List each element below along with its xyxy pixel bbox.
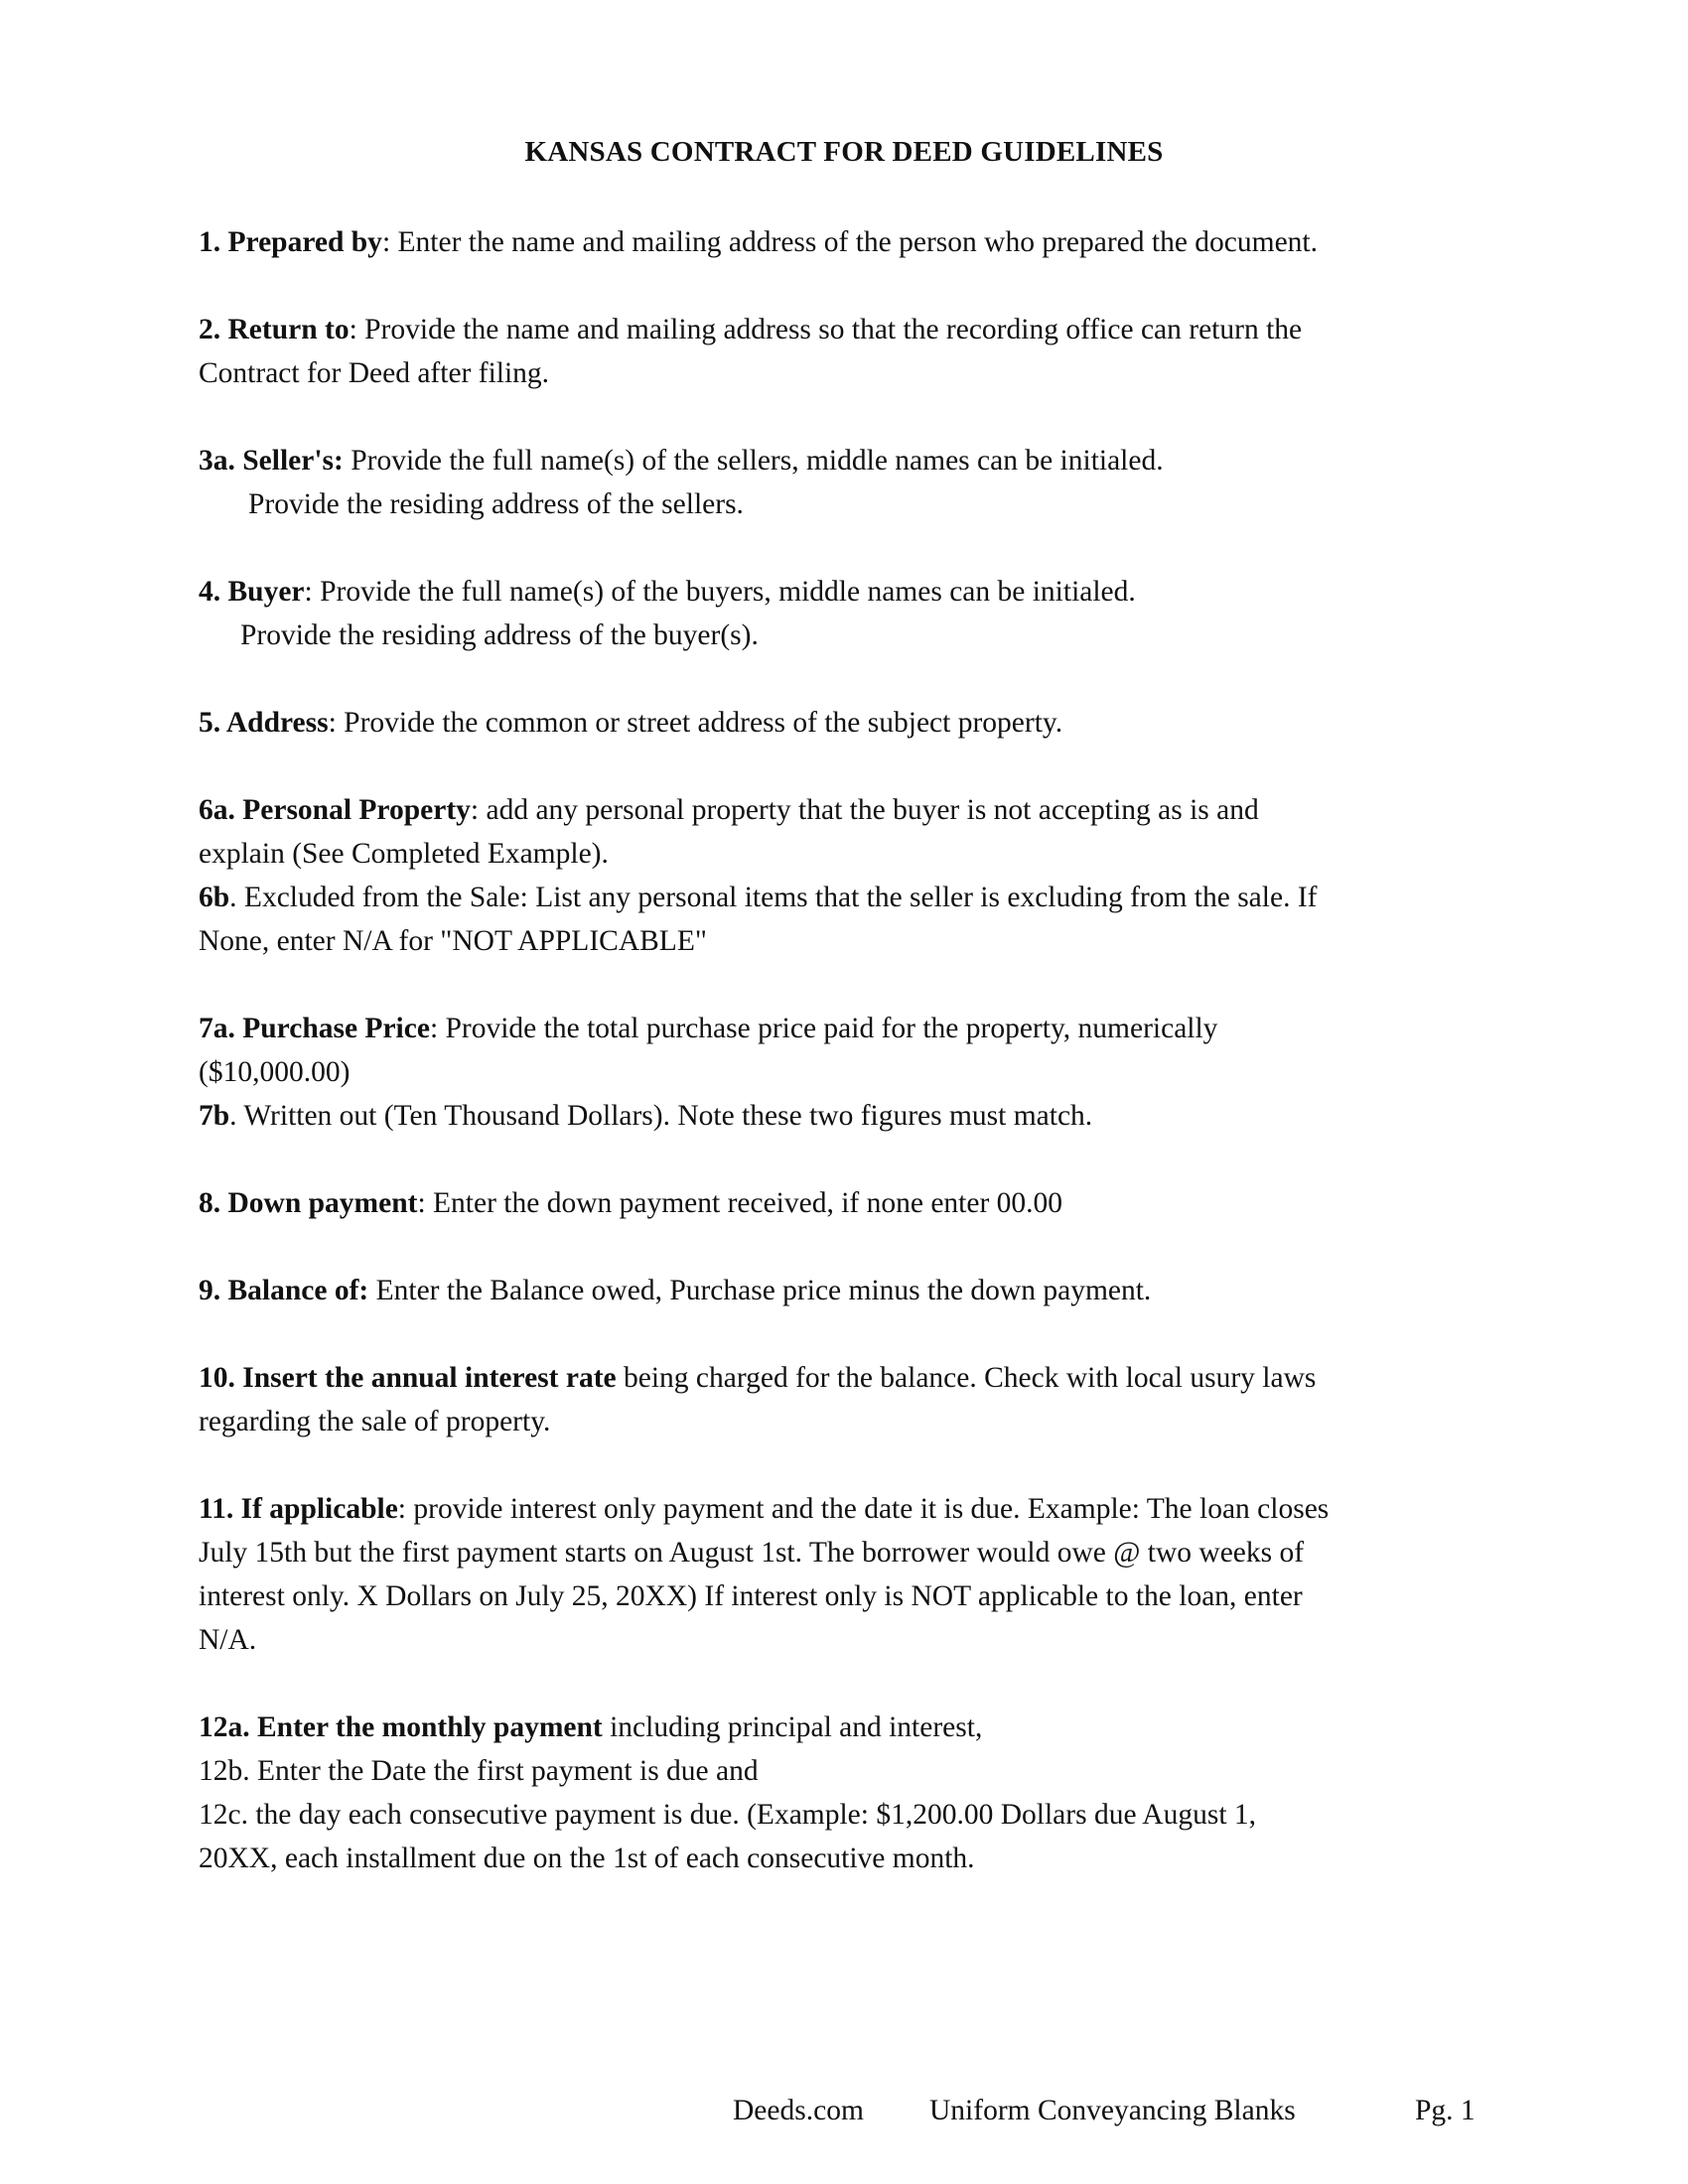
- footer-series: Uniform Conveyancing Blanks: [929, 2095, 1296, 2126]
- item-label: 2. Return to: [199, 314, 350, 345]
- item-balance: [199, 1269, 1489, 1312]
- item-text: None, enter N/A for "NOT APPLICABLE": [199, 925, 707, 957]
- item-sellers: [199, 439, 1489, 526]
- item-label: 9. Balance of:: [199, 1275, 369, 1306]
- item-text: Contract for Deed after filing.: [199, 357, 550, 389]
- item-text: : Provide the name and mailing address so that the recording office can return the: [349, 314, 1303, 345]
- item-text: explain (See Completed Example).: [199, 838, 609, 870]
- item-text: . Excluded from the Sale: List any personal items that the seller is excluding from the sale. If: [229, 882, 1318, 913]
- item-text: : Provide the total purchase price paid for the property, numerically: [429, 1013, 1218, 1044]
- item-text: Provide the full name(s) of the sellers, middle names can be initialed.: [343, 445, 1164, 477]
- item-if-applicable: [199, 1487, 1489, 1662]
- item-text: 12b. Enter the Date the first payment is due and: [199, 1755, 759, 1787]
- item-text: interest only. X Dollars on July 25, 20XX) If interest only is NOT applicable to the loan, enter: [199, 1580, 1303, 1612]
- item-text: July 15th but the first payment starts on August 1st. The borrower would owe @ two weeks of: [199, 1537, 1305, 1569]
- item-text: being charged for the balance. Check with local usury laws: [616, 1362, 1317, 1394]
- item-text: Provide the residing address of the buyer(s).: [240, 619, 759, 651]
- item-prepared-by: [199, 220, 1489, 264]
- item-label: 8. Down payment: [199, 1187, 418, 1219]
- item-text: N/A.: [199, 1624, 257, 1656]
- item-text: Provide the residing address of the sellers.: [248, 488, 744, 520]
- item-down-payment: [199, 1181, 1489, 1225]
- footer-page-number: Pg. 1: [1415, 2095, 1476, 2126]
- item-personal-property: [199, 788, 1489, 963]
- item-label: 1. Prepared by: [199, 226, 382, 258]
- item-label: 4. Buyer: [199, 576, 305, 608]
- item-text: . Written out (Ten Thousand Dollars). Note these two figures must match.: [229, 1100, 1093, 1132]
- item-text: : Enter the name and mailing address of the person who prepared the document.: [381, 226, 1318, 258]
- footer-site: Deeds.com: [733, 2095, 864, 2126]
- item-label: 7b: [199, 1100, 230, 1132]
- item-purchase-price: [199, 1007, 1489, 1138]
- item-monthly-payment: [199, 1706, 1489, 1880]
- item-text: 12c. the day each consecutive payment is due. (Example: $1,200.00 Dollars due August 1,: [199, 1799, 1257, 1831]
- item-text: : add any personal property that the buyer is not accepting as is and: [470, 794, 1259, 826]
- item-text: : provide interest only payment and the date it is due. Example: The loan closes: [397, 1493, 1330, 1525]
- item-label: 11. If applicable: [199, 1493, 398, 1525]
- item-address: [199, 701, 1489, 745]
- item-text: : Provide the common or street address of the subject property.: [328, 707, 1063, 739]
- item-text: regarding the sale of property.: [199, 1406, 551, 1437]
- item-text: : Enter the down payment received, if none enter 00.00: [417, 1187, 1063, 1219]
- page-title: KANSAS CONTRACT FOR DEED GUIDELINES: [524, 136, 1164, 168]
- item-interest-rate: [199, 1356, 1489, 1443]
- item-label: 3a. Seller's:: [199, 445, 344, 477]
- item-text: ($10,000.00): [199, 1056, 351, 1088]
- item-text: including principal and interest,: [602, 1711, 983, 1743]
- item-label: 6a. Personal Property: [199, 794, 471, 826]
- item-return-to: [199, 308, 1489, 395]
- item-text: Enter the Balance owed, Purchase price minus the down payment.: [368, 1275, 1152, 1306]
- item-label: 12a. Enter the monthly payment: [199, 1711, 603, 1743]
- item-label: 10. Insert the annual interest rate: [199, 1362, 617, 1394]
- item-label: 7a. Purchase Price: [199, 1013, 430, 1044]
- item-buyer: [199, 570, 1489, 657]
- item-text: : Provide the full name(s) of the buyers, middle names can be initialed.: [304, 576, 1136, 608]
- item-label: 6b: [199, 882, 230, 913]
- item-label: 5. Address: [199, 707, 329, 739]
- item-text: 20XX, each installment due on the 1st of each consecutive month.: [199, 1843, 975, 1874]
